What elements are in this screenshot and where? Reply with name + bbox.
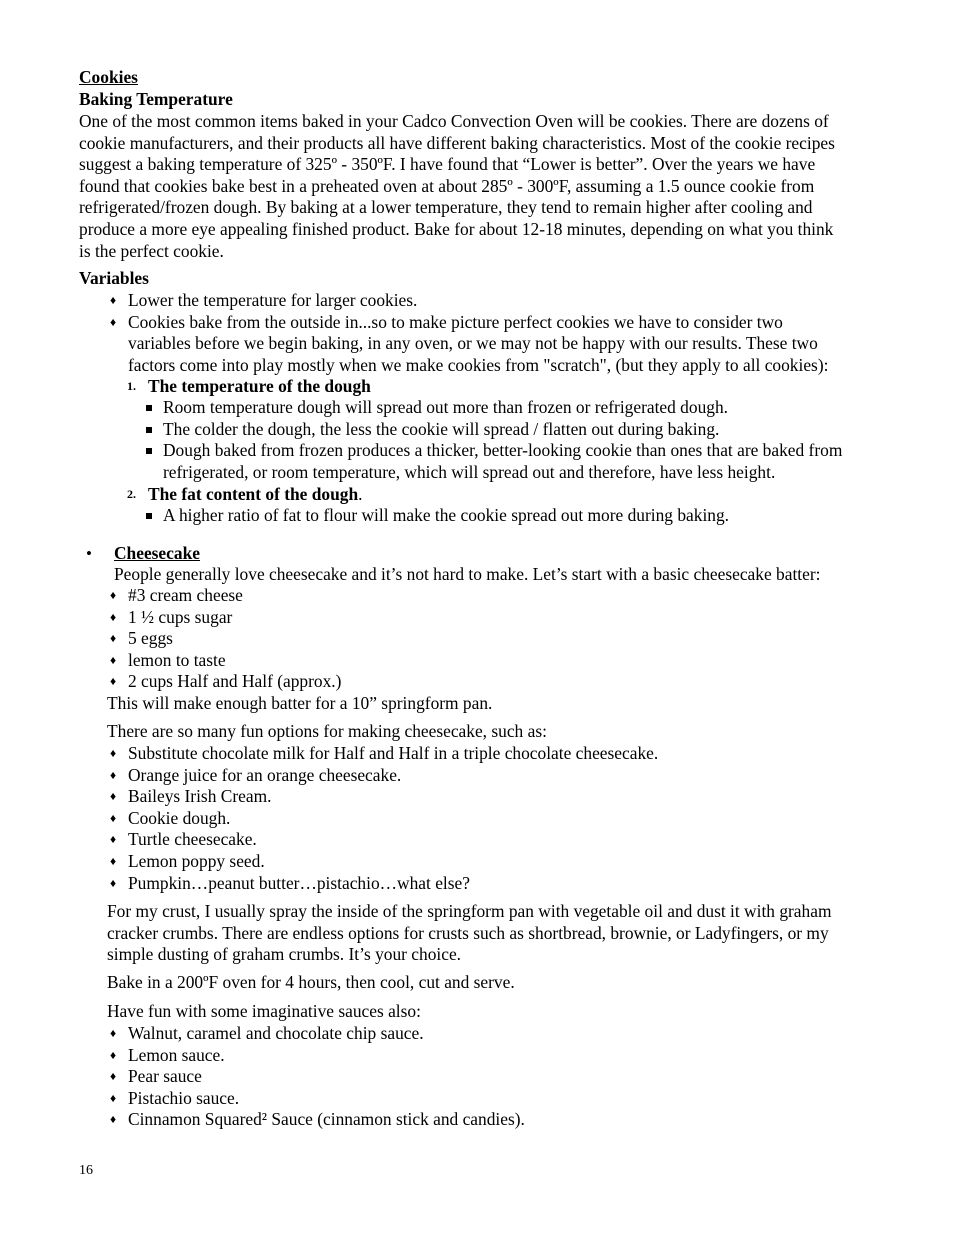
variables-list	[107, 290, 907, 376]
diamond-bullet-icon: ♦	[110, 631, 117, 646]
factor-1-points	[143, 397, 903, 483]
list-item: The colder the dough, the less the cookie will spread / flatten out during baking.	[143, 419, 903, 441]
square-bullet-icon	[146, 405, 152, 411]
options-list	[107, 743, 897, 894]
paragraph-line: simple dusting of graham crumbs. It’s your choice.	[107, 944, 462, 965]
diamond-bullet-icon: ♦	[110, 1069, 117, 1084]
factor-title: The fat content of the dough	[148, 484, 359, 504]
baking-paragraph	[79, 111, 909, 262]
diamond-bullet-icon: ♦	[110, 1112, 117, 1127]
baking-temperature-heading: Baking Temperature	[79, 89, 233, 109]
page-number: 16	[79, 1163, 93, 1178]
factor-2-points	[143, 505, 903, 527]
list-item: ♦ Cookies bake from the outside in...so to make picture perfect cookies we have to consider two variables before we begin baking, in any oven, or we may not be happy with our results. These two factors come into play mostly when we make cookies from "scratch", (but they apply to all cookies):	[110, 311, 829, 375]
diamond-bullet-icon: ♦	[110, 674, 117, 689]
cheesecake-intro: People generally love cheesecake and it’s not hard to make. Let’s start with a basic cheesecake batter:	[114, 564, 821, 584]
section-bullet-icon: •	[86, 544, 92, 563]
diamond-bullet-icon: ♦	[110, 746, 117, 760]
variables-heading: Variables	[79, 268, 149, 288]
list-item: ♦ 2 cups Half and Half (approx.)	[110, 671, 342, 692]
paragraph-line: For my crust, I usually spray the inside of the springform pan with vegetable oil and dust it with graham	[107, 901, 832, 921]
paragraph-line: found that cookies bake best in a preheated oven at about 285º - 300ºF, assuming a 1.5 ounce cookie from	[79, 175, 815, 196]
factor-period: .	[358, 484, 363, 504]
list-item: Room temperature dough will spread out more than frozen or refrigerated dough.	[143, 397, 903, 419]
diamond-bullet-icon: ♦	[110, 1026, 117, 1040]
factor-2-heading	[127, 484, 907, 506]
factor-number: 2.	[127, 487, 136, 501]
square-bullet-icon	[146, 427, 152, 433]
diamond-bullet-icon: ♦	[110, 588, 117, 602]
crust-paragraph	[107, 901, 907, 966]
list-item: A higher ratio of fat to flour will make the cookie spread out more during baking.	[143, 505, 903, 527]
paragraph-line: cracker crumbs. There are endless options for crusts such as shortbread, brownie, or Ladyfingers, or my	[107, 922, 829, 943]
sauces-list	[107, 1023, 897, 1131]
paragraph-line: produce a more eye appealing finished product. Bake for about 12-18 minutes, depending on what you think	[79, 218, 834, 239]
list-item: ♦ Pear sauce	[110, 1066, 202, 1087]
diamond-bullet-icon: ♦	[110, 1047, 117, 1062]
ingredients-list	[107, 585, 897, 693]
diamond-bullet-icon: ♦	[110, 832, 117, 847]
list-item: ♦ Cookie dough.	[110, 807, 231, 828]
list-item: ♦ Lower the temperature for larger cookies.	[110, 290, 418, 310]
paragraph-line: is the perfect cookie.	[79, 240, 224, 261]
list-item: ♦ Pumpkin…peanut butter…pistachio…what else?	[110, 872, 470, 893]
list-item: ♦ Orange juice for an orange cheesecake.	[110, 764, 402, 785]
yield-note: This will make enough batter for a 10” springform pan.	[107, 693, 493, 713]
factor-1-heading	[127, 376, 907, 398]
diamond-bullet-icon: ♦	[110, 789, 117, 804]
cheesecake-title: Cheesecake	[114, 543, 200, 563]
square-bullet-icon	[146, 448, 152, 454]
options-intro: There are so many fun options for making cheesecake, such as:	[107, 721, 547, 741]
list-item: ♦ Baileys Irish Cream.	[110, 786, 272, 807]
factor-number: 1.	[127, 379, 136, 393]
diamond-bullet-icon: ♦	[110, 810, 117, 825]
diamond-bullet-icon: ♦	[110, 875, 117, 890]
paragraph-line: refrigerated/frozen dough. By baking at a lower temperature, they tend to remain higher after cooling and	[79, 197, 813, 218]
bake-note: Bake in a 200ºF oven for 4 hours, then cool, cut and serve.	[107, 972, 515, 992]
square-bullet-icon	[146, 513, 152, 519]
paragraph-line: suggest a baking temperature of 325º - 350ºF. I have found that “Lower is better”. Over the years we have	[79, 154, 816, 175]
paragraph-line: One of the most common items baked in your Cadco Convection Oven will be cookies. There are dozens of	[79, 111, 829, 131]
diamond-bullet-icon: ♦	[110, 853, 117, 868]
list-item: ♦ Lemon sauce.	[110, 1044, 225, 1065]
list-item: ♦ Turtle cheesecake.	[110, 829, 257, 850]
diamond-bullet-icon: ♦	[110, 767, 117, 782]
list-item: ♦ 5 eggs	[110, 628, 173, 649]
diamond-bullet-icon: ♦	[110, 314, 117, 329]
list-item: Dough baked from frozen produces a thicker, better-looking cookie than ones that are baked from refrigerated, or room temperature, which will spread out and therefore, have less height.	[143, 440, 903, 483]
diamond-bullet-icon: ♦	[110, 1090, 117, 1105]
list-item: ♦ 1 ½ cups sugar	[110, 606, 233, 627]
diamond-bullet-icon: ♦	[110, 293, 117, 307]
list-item: ♦ lemon to taste	[110, 649, 226, 670]
diamond-bullet-icon: ♦	[110, 609, 117, 624]
diamond-bullet-icon: ♦	[110, 652, 117, 667]
factor-title: The temperature of the dough	[148, 376, 371, 396]
cookies-title: Cookies	[79, 67, 138, 87]
list-item: ♦ Cinnamon Squared² Sauce (cinnamon stick and candies).	[110, 1109, 525, 1130]
list-item: ♦ Pistachio sauce.	[110, 1087, 240, 1108]
list-item: ♦ Walnut, caramel and chocolate chip sauce.	[110, 1023, 424, 1043]
paragraph-line: cookie manufacturers, and their products all have different baking characteristics. Most of the cookie recipes	[79, 132, 835, 153]
list-item: ♦ Lemon poppy seed.	[110, 850, 265, 871]
sauces-intro: Have fun with some imaginative sauces also:	[107, 1001, 421, 1021]
list-item: ♦ Substitute chocolate milk for Half and Half in a triple chocolate cheesecake.	[110, 743, 659, 763]
list-item: ♦ #3 cream cheese	[110, 585, 243, 605]
